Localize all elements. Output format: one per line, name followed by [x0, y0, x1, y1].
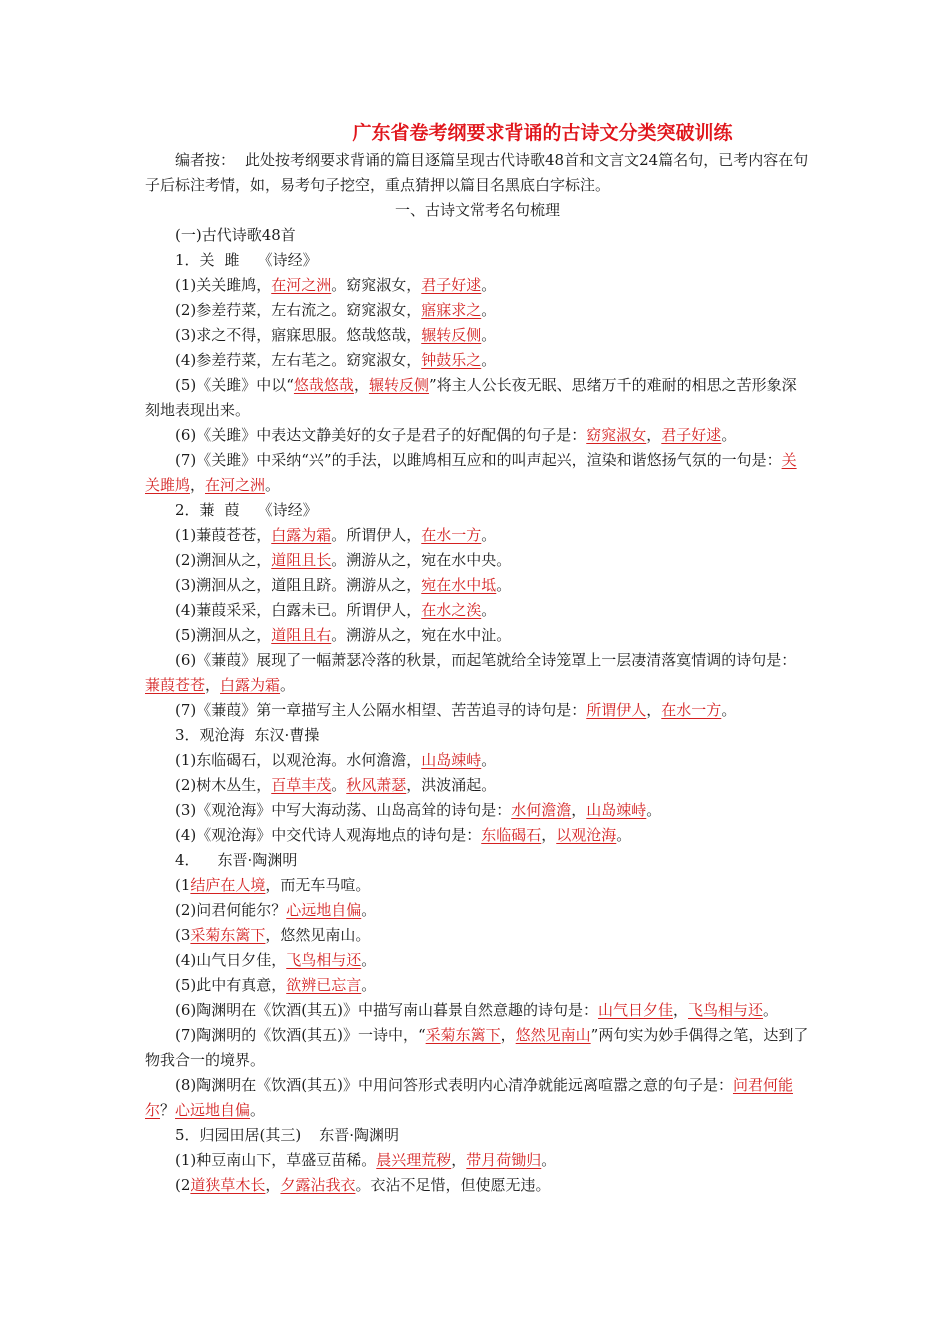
answer: 道阻且长 — [271, 551, 332, 569]
poem-1-line-1: (1)关关雎鸠，在河之洲。窈窕淑女，君子好逑。 — [175, 276, 497, 294]
poem-4-line-4: (4)山气日夕佳，飞鸟相与还。 — [175, 951, 377, 969]
poem-3-line-4: (4)《观沧海》中交代诗人观海地点的诗句是：东临碣石，以观沧海。 — [175, 826, 632, 844]
answer: 心远地自偏 — [286, 901, 362, 919]
answer: 所谓伊人 — [586, 701, 647, 719]
document-page — [145, 118, 810, 1198]
poem-1-line-3: (3)求之不得，寤寐思服。悠哉悠哉，辗转反侧。 — [175, 326, 497, 344]
poem-1-line-4: (4)参差荇菜，左右芼之。窈窕淑女，钟鼓乐之。 — [175, 351, 497, 369]
answer: 窈窕淑女 — [586, 426, 647, 444]
answer: 水何澹澹 — [511, 801, 572, 819]
poem-2-q6: (6)《蒹葭》展现了一幅萧瑟冷落的秋景，而起笔就给全诗笼罩上一层凄清落寞情调的诗句是：蒹葭苍苍，白露为霜。 — [145, 651, 797, 694]
poem-1-heading: 1．关 雎 《诗经》 — [175, 251, 318, 269]
answer: 辗转反侧 — [421, 326, 482, 344]
poem-2-line-5: (5)溯洄从之，道阻且右。溯游从之，宛在水中沚。 — [175, 626, 512, 644]
answer: 钟鼓乐之 — [421, 351, 482, 369]
answer: 道狭草木长 — [190, 1176, 266, 1194]
answer: 夕露沾我衣 — [280, 1176, 356, 1194]
editor-note-text: 此处按考纲要求背诵的篇目逐篇呈现古代诗歌48首和文言文24篇名句，已考内容在句子后标注考情，如，易考句子挖空，重点猜押以篇目名黑底白字标注。 — [145, 151, 809, 194]
answer: 带月荷锄归 — [466, 1151, 542, 1169]
poem-2-heading: 2．蒹 葭 《诗经》 — [175, 501, 318, 519]
answer: 在水之涘 — [421, 601, 482, 619]
poem-5-line-1: (1)种豆南山下，草盛豆苗稀。晨兴理荒秽，带月荷锄归。 — [175, 1151, 557, 1169]
poem-4-line-2: (2)问君何能尔？心远地自偏。 — [175, 901, 377, 919]
poem-1-q6: (6)《关雎》中表达文静美好的女子是君子的好配偶的句子是：窈窕淑女，君子好逑。 — [175, 426, 737, 444]
answer: 蒹葭苍苍 — [145, 676, 206, 694]
poem-2-line-2: (2)溯洄从之，道阻且长。溯游从之，宛在水中央。 — [175, 551, 512, 569]
poem-3-heading: 3．观沧海 东汉·曹操 — [175, 726, 320, 744]
poem-2-q7: (7)《蒹葭》第一章描写主人公隔水相望、苦苦追寻的诗句是：所谓伊人，在水一方。 — [175, 701, 737, 719]
answer: 采菊东篱下 — [190, 926, 266, 944]
editor-note — [145, 148, 810, 198]
answer: 飞鸟相与还 — [286, 951, 362, 969]
poem-1-line-2: (2)参差荇菜，左右流之。窈窕淑女，寤寐求之。 — [175, 301, 497, 319]
answer: 山气日夕佳 — [597, 1001, 673, 1019]
poem-4-line-5: (5)此中有真意，欲辨已忘言。 — [175, 976, 377, 994]
poem-3-line-3: (3)《观沧海》中写大海动荡、山岛高耸的诗句是：水何澹澹，山岛竦峙。 — [175, 801, 662, 819]
answer: 悠哉悠哉 — [293, 376, 354, 394]
sub-heading: (一)古代诗歌48首 — [175, 226, 296, 244]
answer: 君子好逑 — [421, 276, 482, 294]
poem-1-q7: (7)《关雎》中采纳“兴”的手法，以雎鸠相互应和的叫声起兴，渲染和谐悠扬气氛的一句是：关关雎鸠，在河之洲。 — [145, 451, 797, 494]
answer: 采菊东篱下 — [425, 1026, 501, 1044]
answer: 东临碣石 — [481, 826, 542, 844]
answer: 问君何能尔 — [145, 1076, 793, 1119]
answer: 寤寐求之 — [421, 301, 482, 319]
document-title: 广东省卷考纲要求背诵的古诗文分类突破训练 — [352, 122, 733, 144]
answer: 关关雎鸠 — [145, 451, 797, 494]
answer: 白露为霜 — [271, 526, 332, 544]
poem-5-line-2: (2道狭草木长，夕露沾我衣。衣沾不足惜，但使愿无违。 — [175, 1176, 551, 1194]
poem-4-q6: (6)陶渊明在《饮酒(其五)》中描写南山暮景自然意趣的诗句是：山气日夕佳，飞鸟相与还。 — [175, 1001, 779, 1019]
answer: 在水一方 — [661, 701, 722, 719]
answer: 在河之洲 — [205, 476, 266, 494]
poem-3-line-1: (1)东临碣石，以观沧海。水何澹澹，山岛竦峙。 — [175, 751, 497, 769]
answer: 道阻且右 — [271, 626, 332, 644]
poem-2-line-1: (1)蒹葭苍苍，白露为霜。所谓伊人，在水一方。 — [175, 526, 497, 544]
section-heading: 一、古诗文常考名句梳理 — [394, 201, 560, 219]
editor-note-label: 编者按： — [175, 151, 236, 169]
answer: 悠然见南山 — [515, 1026, 591, 1044]
answer: 心远地自偏 — [175, 1101, 251, 1119]
answer: 飞鸟相与还 — [688, 1001, 764, 1019]
answer: 辗转反侧 — [368, 376, 429, 394]
answer: 晨兴理荒秽 — [376, 1151, 452, 1169]
poem-3-line-2: (2)树木丛生，百草丰茂。秋风萧瑟，洪波涌起。 — [175, 776, 497, 794]
poem-4-line-1: (1结庐在人境，而无车马喧。 — [175, 876, 371, 894]
poem-5-heading: 5．归园田居(其三) 东晋·陶渊明 — [175, 1126, 400, 1144]
answer: 结庐在人境 — [190, 876, 266, 894]
poem-1-q5: (5)《关雎》中以“悠哉悠哉，辗转反侧”将主人公长夜无眠、思绪万千的难耐的相思之苦形象深刻地表现出来。 — [145, 376, 797, 419]
answer: 山岛竦峙 — [421, 751, 482, 769]
poem-2-line-4: (4)蒹葭采采，白露未已。所谓伊人，在水之涘。 — [175, 601, 497, 619]
answer: 宛在水中坻 — [421, 576, 497, 594]
answer: 山岛竦峙 — [586, 801, 647, 819]
answer: 以观沧海 — [556, 826, 617, 844]
poem-4-q8: (8)陶渊明在《饮酒(其五)》中用问答形式表明内心清净就能远离喧嚣之意的句子是：问君何能尔？心远地自偏。 — [145, 1076, 793, 1119]
answer: 白露为霜 — [220, 676, 281, 694]
poem-4-line-3: (3采菊东篱下，悠然见南山。 — [175, 926, 371, 944]
answer: 君子好逑 — [661, 426, 722, 444]
poem-2-line-3: (3)溯洄从之，道阻且跻。溯游从之，宛在水中坻。 — [175, 576, 512, 594]
answer: 秋风萧瑟 — [346, 776, 407, 794]
answer: 在水一方 — [421, 526, 482, 544]
answer: 在河之洲 — [271, 276, 332, 294]
answer: 百草丰茂 — [271, 776, 332, 794]
answer: 欲辨已忘言 — [286, 976, 362, 994]
poem-4-heading: 4． 东晋·陶渊明 — [175, 851, 298, 869]
poem-4-q7: (7)陶渊明的《饮酒(其五)》一诗中，“采菊东篱下，悠然见南山”两句实为妙手偶得之笔，达到了物我合一的境界。 — [145, 1026, 809, 1069]
